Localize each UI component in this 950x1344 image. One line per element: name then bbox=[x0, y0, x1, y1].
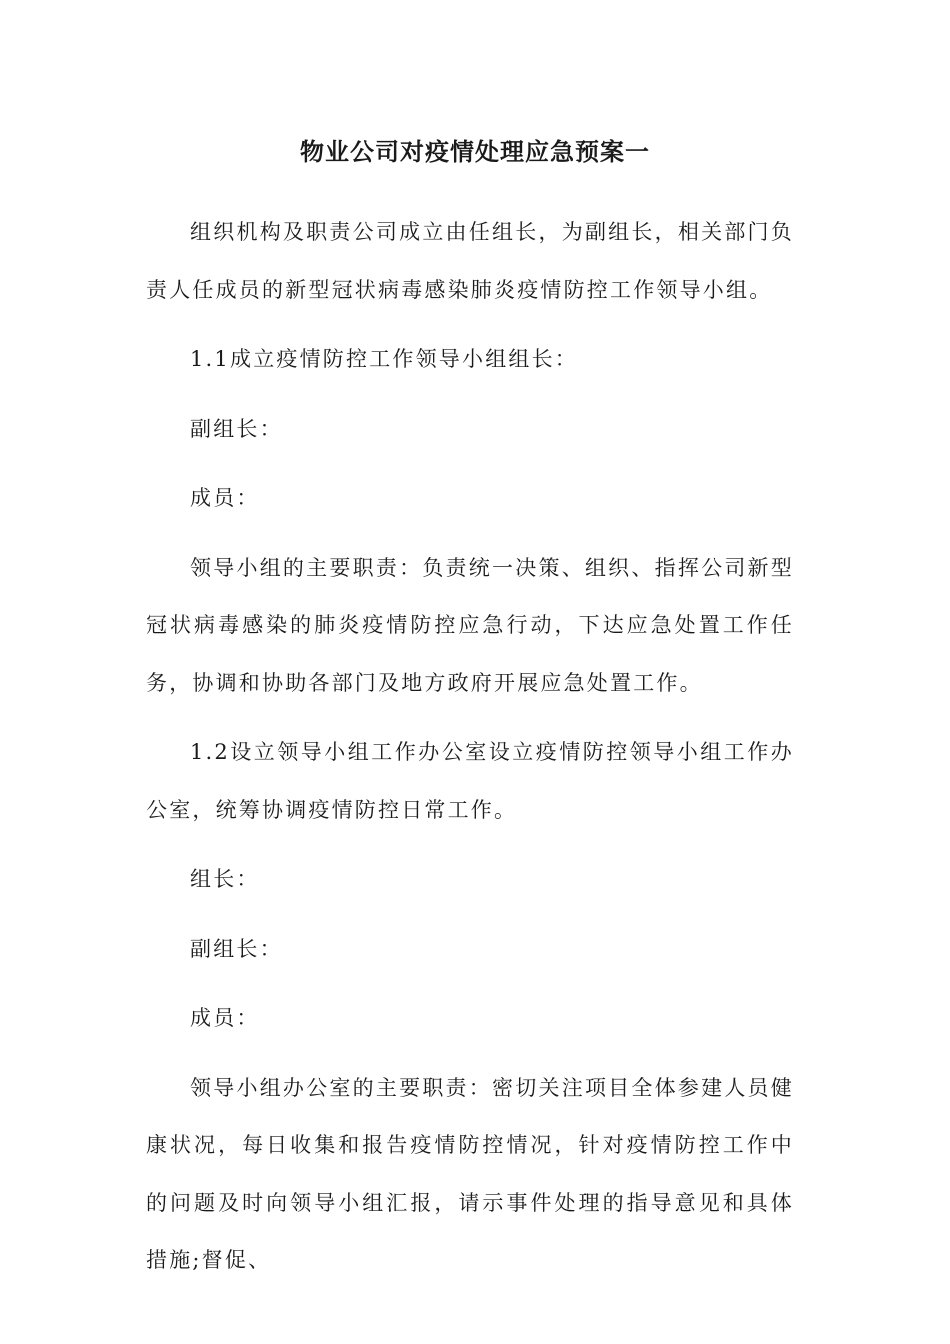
paragraph-organization: 组织机构及职责公司成立由任组长，为副组长，相关部门负责人任成员的新型冠状病毒感染肺炎疫情防控工作领导小组。 bbox=[146, 220, 794, 302]
document-body bbox=[146, 204, 794, 1302]
paragraph-office-members: 成员： bbox=[190, 1006, 260, 1030]
paragraph-office-deputy-leader: 副组长： bbox=[190, 936, 283, 961]
document-title: 物业公司对疫情处理应急预案一 bbox=[300, 138, 650, 166]
paragraph-members: 成员： bbox=[190, 486, 260, 510]
paragraph-section-1-1: 1.1成立疫情防控工作领导小组组长： bbox=[190, 347, 578, 371]
paragraph-section-1-2: 1.2设立领导小组工作办公室设立疫情防控领导小组工作办公室，统筹协调疫情防控日常工作。 bbox=[146, 740, 794, 822]
paragraph-leader-duties: 领导小组的主要职责：负责统一决策、组织、指挥公司新型冠状病毒感染的肺炎疫情防控应急行动，下达应急处置工作任务，协调和协助各部门及地方政府开展应急处置工作。 bbox=[146, 555, 794, 695]
paragraph-office-duties: 领导小组办公室的主要职责：密切关注项目全体参建人员健康状况，每日收集和报告疫情防控情况，针对疫情防控工作中的问题及时向领导小组汇报，请示事件处理的指导意见和具体措施;督促、 bbox=[146, 1075, 794, 1272]
paragraph-office-leader: 组长： bbox=[190, 867, 260, 891]
paragraph-deputy-leader: 副组长： bbox=[190, 416, 283, 441]
